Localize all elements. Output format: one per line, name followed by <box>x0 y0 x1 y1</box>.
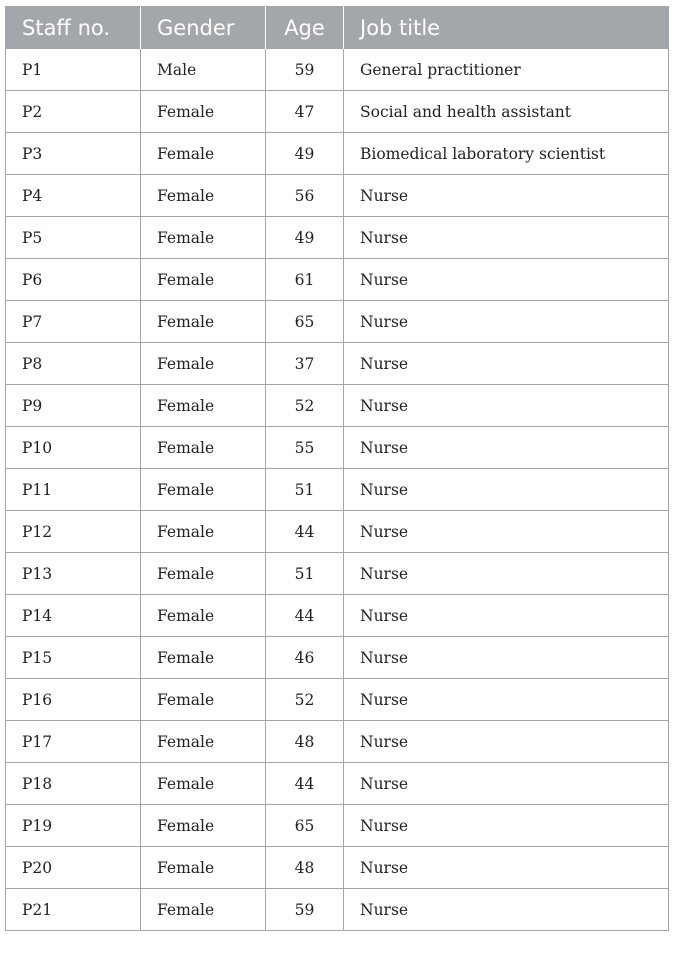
cell-gender: Female <box>141 595 266 637</box>
header-job-title: Job title <box>344 7 669 49</box>
cell-job-title: Nurse <box>344 763 669 805</box>
cell-gender: Female <box>141 343 266 385</box>
table-row <box>6 637 669 679</box>
cell-job-title: Nurse <box>344 301 669 343</box>
cell-gender: Female <box>141 301 266 343</box>
cell-age: 49 <box>266 217 344 259</box>
header-row <box>6 7 669 49</box>
cell-staff-no: P4 <box>6 175 141 217</box>
cell-job-title: Nurse <box>344 553 669 595</box>
cell-job-title: Nurse <box>344 595 669 637</box>
cell-gender: Female <box>141 721 266 763</box>
cell-job-title: Nurse <box>344 889 669 931</box>
cell-staff-no: P21 <box>6 889 141 931</box>
cell-age: 59 <box>266 49 344 91</box>
cell-staff-no: P14 <box>6 595 141 637</box>
table-row <box>6 343 669 385</box>
header-staff-no: Staff no. <box>6 7 141 49</box>
table-row <box>6 427 669 469</box>
cell-staff-no: P12 <box>6 511 141 553</box>
table-row <box>6 763 669 805</box>
cell-age: 47 <box>266 91 344 133</box>
cell-staff-no: P19 <box>6 805 141 847</box>
cell-job-title: General practitioner <box>344 49 669 91</box>
cell-age: 44 <box>266 595 344 637</box>
cell-staff-no: P6 <box>6 259 141 301</box>
cell-staff-no: P1 <box>6 49 141 91</box>
cell-staff-no: P9 <box>6 385 141 427</box>
cell-age: 49 <box>266 133 344 175</box>
cell-age: 44 <box>266 511 344 553</box>
cell-gender: Female <box>141 217 266 259</box>
cell-age: 65 <box>266 805 344 847</box>
cell-staff-no: P20 <box>6 847 141 889</box>
cell-gender: Female <box>141 469 266 511</box>
cell-job-title: Social and health assistant <box>344 91 669 133</box>
header-age: Age <box>266 7 344 49</box>
cell-age: 37 <box>266 343 344 385</box>
staff-table <box>5 6 669 931</box>
cell-job-title: Nurse <box>344 259 669 301</box>
cell-job-title: Nurse <box>344 847 669 889</box>
cell-gender: Female <box>141 91 266 133</box>
table-row <box>6 805 669 847</box>
cell-gender: Female <box>141 133 266 175</box>
cell-age: 48 <box>266 847 344 889</box>
cell-staff-no: P18 <box>6 763 141 805</box>
table-header <box>6 7 669 49</box>
cell-age: 65 <box>266 301 344 343</box>
cell-gender: Female <box>141 259 266 301</box>
cell-staff-no: P11 <box>6 469 141 511</box>
cell-age: 56 <box>266 175 344 217</box>
cell-staff-no: P5 <box>6 217 141 259</box>
cell-gender: Female <box>141 679 266 721</box>
cell-age: 48 <box>266 721 344 763</box>
table-row <box>6 679 669 721</box>
cell-job-title: Nurse <box>344 217 669 259</box>
cell-staff-no: P15 <box>6 637 141 679</box>
table-row <box>6 553 669 595</box>
table-row <box>6 511 669 553</box>
cell-staff-no: P8 <box>6 343 141 385</box>
table-row <box>6 259 669 301</box>
cell-job-title: Nurse <box>344 805 669 847</box>
header-gender: Gender <box>141 7 266 49</box>
table-row <box>6 385 669 427</box>
cell-age: 55 <box>266 427 344 469</box>
table-row <box>6 595 669 637</box>
cell-gender: Female <box>141 385 266 427</box>
cell-gender: Female <box>141 847 266 889</box>
cell-job-title: Biomedical laboratory scientist <box>344 133 669 175</box>
cell-age: 59 <box>266 889 344 931</box>
cell-job-title: Nurse <box>344 175 669 217</box>
cell-age: 46 <box>266 637 344 679</box>
cell-gender: Female <box>141 763 266 805</box>
table-row <box>6 469 669 511</box>
table-row <box>6 49 669 91</box>
cell-job-title: Nurse <box>344 427 669 469</box>
table-row <box>6 889 669 931</box>
cell-age: 51 <box>266 469 344 511</box>
cell-job-title: Nurse <box>344 637 669 679</box>
staff-table-container <box>5 6 669 931</box>
table-row <box>6 721 669 763</box>
table-row <box>6 217 669 259</box>
cell-job-title: Nurse <box>344 343 669 385</box>
cell-staff-no: P17 <box>6 721 141 763</box>
cell-gender: Female <box>141 427 266 469</box>
cell-job-title: Nurse <box>344 721 669 763</box>
cell-age: 52 <box>266 385 344 427</box>
cell-gender: Female <box>141 175 266 217</box>
table-row <box>6 301 669 343</box>
cell-job-title: Nurse <box>344 511 669 553</box>
cell-gender: Male <box>141 49 266 91</box>
table-row <box>6 133 669 175</box>
cell-staff-no: P2 <box>6 91 141 133</box>
cell-age: 61 <box>266 259 344 301</box>
cell-gender: Female <box>141 805 266 847</box>
cell-staff-no: P10 <box>6 427 141 469</box>
cell-staff-no: P13 <box>6 553 141 595</box>
cell-staff-no: P16 <box>6 679 141 721</box>
cell-job-title: Nurse <box>344 469 669 511</box>
cell-staff-no: P7 <box>6 301 141 343</box>
cell-age: 52 <box>266 679 344 721</box>
table-row <box>6 847 669 889</box>
cell-job-title: Nurse <box>344 679 669 721</box>
cell-staff-no: P3 <box>6 133 141 175</box>
cell-gender: Female <box>141 511 266 553</box>
cell-gender: Female <box>141 553 266 595</box>
cell-gender: Female <box>141 889 266 931</box>
cell-age: 51 <box>266 553 344 595</box>
cell-age: 44 <box>266 763 344 805</box>
table-body <box>6 49 669 931</box>
cell-job-title: Nurse <box>344 385 669 427</box>
table-row <box>6 175 669 217</box>
table-row <box>6 91 669 133</box>
cell-gender: Female <box>141 637 266 679</box>
